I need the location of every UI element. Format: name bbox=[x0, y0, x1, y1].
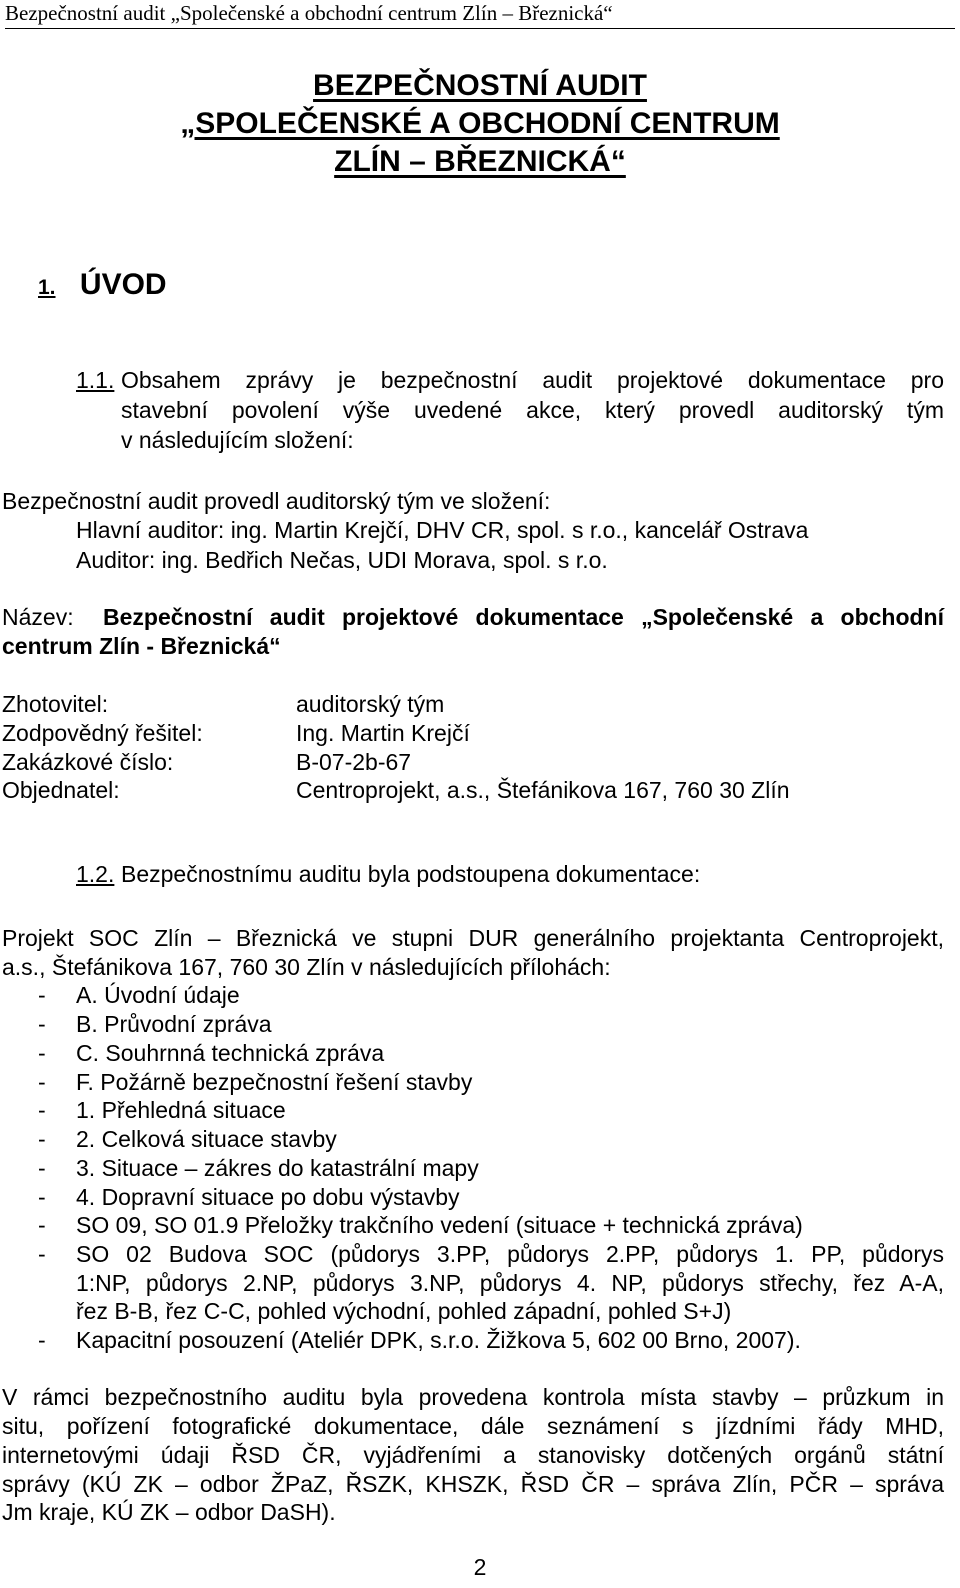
list-bullet: - bbox=[38, 1069, 46, 1095]
closing-line-4: správy (KÚ ZK – odbor ŽPaZ, ŘSZK, KHSZK, ŘSD ČR – správa Zlín, PČR – správa bbox=[2, 1471, 944, 1497]
list-item-continuation: řez B-B, řez C-C, pohled východní, pohled západní, pohled S+J) bbox=[76, 1298, 732, 1324]
list-bullet: - bbox=[38, 1241, 46, 1267]
list-item: F. Požárně bezpečnostní řešení stavby bbox=[76, 1069, 473, 1095]
team-lead-auditor: Hlavní auditor: ing. Martin Krejčí, DHV CR, spol. s r.o., kancelář Ostrava bbox=[76, 517, 809, 543]
list-item: SO 02 Budova SOC (půdorys 3.PP, půdorys 2.PP, půdorys 1. PP, půdorys bbox=[76, 1241, 944, 1267]
list-item-continuation: 1:NP, půdorys 2.NP, půdorys 3.NP, půdorys 4. NP, půdorys střechy, řez A-A, bbox=[76, 1270, 944, 1296]
page-number: 2 bbox=[473, 1554, 487, 1580]
list-bullet: - bbox=[38, 1327, 46, 1353]
list-bullet: - bbox=[38, 1011, 46, 1037]
list-item: C. Souhrnná technická zpráva bbox=[76, 1040, 385, 1066]
subsection-1-1-line-2: stavební povolení výše uvedené akce, který provedl auditorský tým bbox=[121, 397, 944, 423]
subsection-1-2-text: Bezpečnostnímu auditu byla podstoupena dokumentace: bbox=[121, 861, 701, 887]
info-value-resitel: Ing. Martin Krejčí bbox=[296, 720, 470, 746]
subsection-number-1-1: 1.1. bbox=[76, 367, 115, 393]
list-item: Kapacitní posouzení (Ateliér DPK, s.r.o. Žižkova 5, 602 00 Brno, 2007). bbox=[76, 1327, 801, 1353]
info-value-cislo: B-07-2b-67 bbox=[296, 749, 412, 775]
section-title: ÚVOD bbox=[79, 268, 167, 301]
team-auditor: Auditor: ing. Bedřich Nečas, UDI Morava, spol. s r.o. bbox=[76, 547, 608, 573]
list-item: 4. Dopravní situace po dobu výstavby bbox=[76, 1184, 460, 1210]
subsection-1-1-line-3: v následujícím složení: bbox=[121, 427, 354, 453]
document-title-line-3: ZLÍN – BŘEZNICKÁ“ bbox=[334, 145, 626, 178]
list-item: SO 09, SO 01.9 Přeložky trakčního vedení (situace + technická zpráva) bbox=[76, 1212, 803, 1238]
team-intro: Bezpečnostní audit provedl auditorský tým ve složení: bbox=[2, 488, 551, 514]
closing-line-1: V rámci bezpečnostního auditu byla provedena kontrola místa stavby – průzkum in bbox=[2, 1384, 944, 1410]
list-bullet: - bbox=[38, 1126, 46, 1152]
list-item: B. Průvodní zpráva bbox=[76, 1011, 272, 1037]
closing-line-3: internetovými údaji ŘSD ČR, vyjádřeními a stanovisky dotčených orgánů státní bbox=[2, 1442, 944, 1468]
header-rule bbox=[5, 28, 955, 29]
list-item: A. Úvodní údaje bbox=[76, 982, 240, 1008]
info-value-objednatel: Centroprojekt, a.s., Štefánikova 167, 760 30 Zlín bbox=[296, 777, 790, 803]
list-item: 3. Situace – zákres do katastrální mapy bbox=[76, 1155, 479, 1181]
list-bullet: - bbox=[38, 982, 46, 1008]
nazev-label: Název: bbox=[2, 604, 74, 630]
info-label-zhotovitel: Zhotovitel: bbox=[2, 691, 109, 717]
list-bullet: - bbox=[38, 1040, 46, 1066]
projekt-line-2: a.s., Štefánikova 167, 760 30 Zlín v následujících přílohách: bbox=[2, 954, 611, 980]
nazev-line-1: Bezpečnostní audit projektové dokumentace „Společenské a obchodní bbox=[103, 604, 944, 630]
running-header: Bezpečnostní audit „Společenské a obchodní centrum Zlín – Březnická“ bbox=[5, 1, 613, 25]
projekt-line-1: Projekt SOC Zlín – Březnická ve stupni DUR generálního projektanta Centroprojekt, bbox=[2, 925, 944, 951]
document-title-line-2: „SPOLEČENSKÉ A OBCHODNÍ CENTRUM bbox=[180, 107, 780, 140]
subsection-number-1-2: 1.2. bbox=[76, 861, 115, 887]
info-label-cislo: Zakázkové číslo: bbox=[2, 749, 174, 775]
info-value-zhotovitel: auditorský tým bbox=[296, 691, 445, 717]
info-label-resitel: Zodpovědný řešitel: bbox=[2, 720, 203, 746]
list-bullet: - bbox=[38, 1184, 46, 1210]
list-bullet: - bbox=[38, 1155, 46, 1181]
section-number: 1. bbox=[38, 276, 56, 299]
list-bullet: - bbox=[38, 1097, 46, 1123]
list-item: 2. Celková situace stavby bbox=[76, 1126, 337, 1152]
nazev-line-2: centrum Zlín - Březnická“ bbox=[2, 633, 281, 659]
list-item: 1. Přehledná situace bbox=[76, 1097, 286, 1123]
document-title-line-1: BEZPEČNOSTNÍ AUDIT bbox=[313, 69, 647, 102]
list-bullet: - bbox=[38, 1212, 46, 1238]
closing-line-5: Jm kraje, KÚ ZK – odbor DaSH). bbox=[2, 1499, 336, 1525]
closing-line-2: situ, pořízení fotografické dokumentace, dále seznámení s jízdními řády MHD, bbox=[2, 1413, 944, 1439]
subsection-1-1-line-1: Obsahem zprávy je bezpečnostní audit projektové dokumentace pro bbox=[121, 367, 944, 393]
section-heading bbox=[38, 267, 167, 306]
info-label-objednatel: Objednatel: bbox=[2, 777, 120, 803]
